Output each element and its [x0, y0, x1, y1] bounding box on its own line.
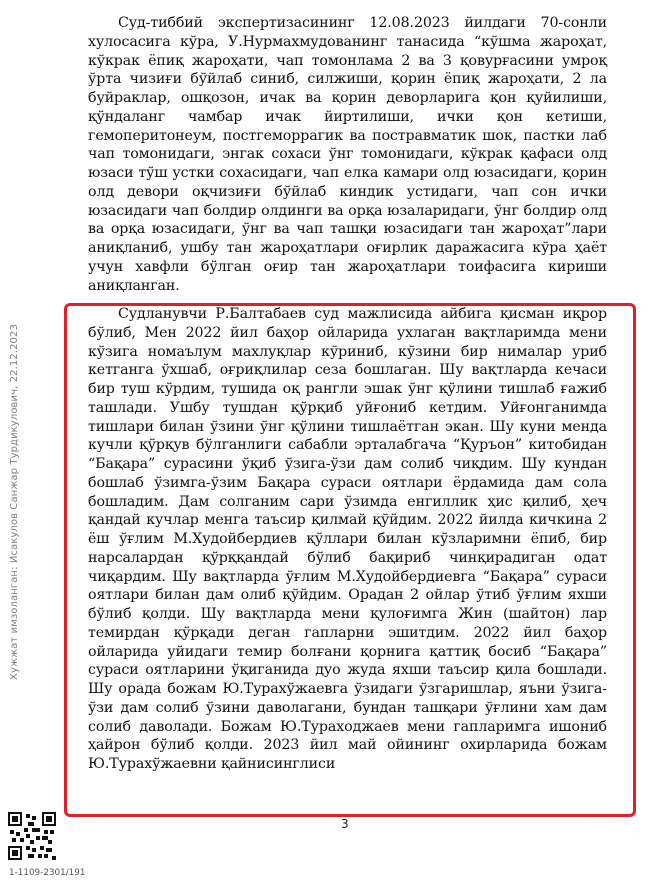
qr-code-icon — [8, 812, 56, 860]
paragraph-expertise-conclusion: Суд-тиббий экспертизасининг 12.08.2023 йилдаги 70-сонли хулосасига кўра, У.Нурмахмудованинг танасида “кўшма жароҳат, кўкрак ёпиқ жароҳати, чап томонлама 2 ва 3 қовурғасини умроқ ўрта чизиғи бўйлаб синиб, силжиши, қорин ёпиқ жароҳати, 2 ла буйраклар, ошқозон, ичак ва қорин деворларига қон қуйилиши, қўндаланг чамбар ичак йиртилиши, ички қон кетиши, гемоперитонеум, постгеморрагик ва постравматик шок, пастки лаб чап томонидаги, энгак сохаси ўнг томонидаги, кўкрак қафаси олд юзаси тўш устки сохасидаги, чап елка камари олд юзасидаги, қорин олд девори оқчизиғи бўйлаб киндик устидаги, чап сон ички юзасидаги чап болдир олдинги ва орқа юзаларидаги, ўнг болдир олд ва орқа юзасидаги, ўнг ва чап ташқи юзасидаги тан жароҳат”лари аниқланиб, ушбу тан жароҳатлари оғирлик даражасига кўра ҳаёт учун хавфли бўлган оғир тан жароҳатлари тоифасига кириши аниқланган. — [88, 15, 607, 294]
document-code: 1-1109-2301/191 — [9, 868, 86, 878]
page-number: 3 — [341, 817, 349, 831]
paragraph-defendant-testimony: Судланувчи Р.Балтабаев суд мажлисида айбига қисман иқрор бўлиб, Мен 2022 йил баҳор ойларида ухлаган вақтларимда мени кўзига номаълум махлуқлар кўриниб, кўзини бир нималар уриб кетганга ўхшаб, оғриқлилар сеза бошлаган. Шу вақтларда кечаси бир туш кўрдим, тушида оқ рангли эшак ўнг қўлини тишлаб ғажиб ташлади. Ушбу тушдан қўрқиб уйғониб кетдим. Уйғонганимда тишлари билан ўзини ўнг қўлини тишлаётган экан. Шу куни менда кучли қўрқув бўлганлиги сабабли эрталабгача “Қуръон” китобидан “Бақара” сурасини ўқиб ўзига-ўзи дам солиб чиқдим. Шу кундан бошлаб ўзимга-ўзим Бақара сураси оятлари ёрдамида дам сола бошладим. Дам солганим сари ўзимда енгиллик ҳис қилиб, ҳеч қандай кучлар менга таъсир қилмай қўйдим. 2022 йилда кичкина 2 ёш ўғлим М.Худойбердиев қўллари билан кўзларимни ёпиб, бир нарсалардан қўрққандай бўлиб бақириб чинқирадиган одат чиқардим. Шу вақтларда ўғлим М.Худойбердиевга “Бақара” сураси оятлари билан дам олиб қўйдим. Орадан 2 ойлар ўтиб ўғлим яхши бўлиб қолди. Шу вақтларда мени қулоғимга Жин (шайтон) лар темирдан қўрқади деган гапларни эшитдим. 2022 йил баҳор ойларида уйидаги темир болғани қорнига қаттиқ босиб “Бақара” сураси оятларини ўқиганида дуо жуда яхши таъсир қила бошлади. Шу орада божам Ю.Турахўжаевга ўзидаги ўзгаришлар, яъни ўзига-ўзи дам солиб ўзини даволагани, бундан ташқари ўғлини хам дам солиб даволади. Божам Ю.Тураходжаев мени гапларимга ишониб ҳайрон бўлиб қолди. 2023 йил май ойининг охирларида божам Ю.Турахўжаевни қайнисинглиси — [88, 306, 607, 772]
signature-side-note: Хужжат имзоланган: Исакулов Санжар Турдикулович, 22.12.2023 — [9, 324, 20, 680]
